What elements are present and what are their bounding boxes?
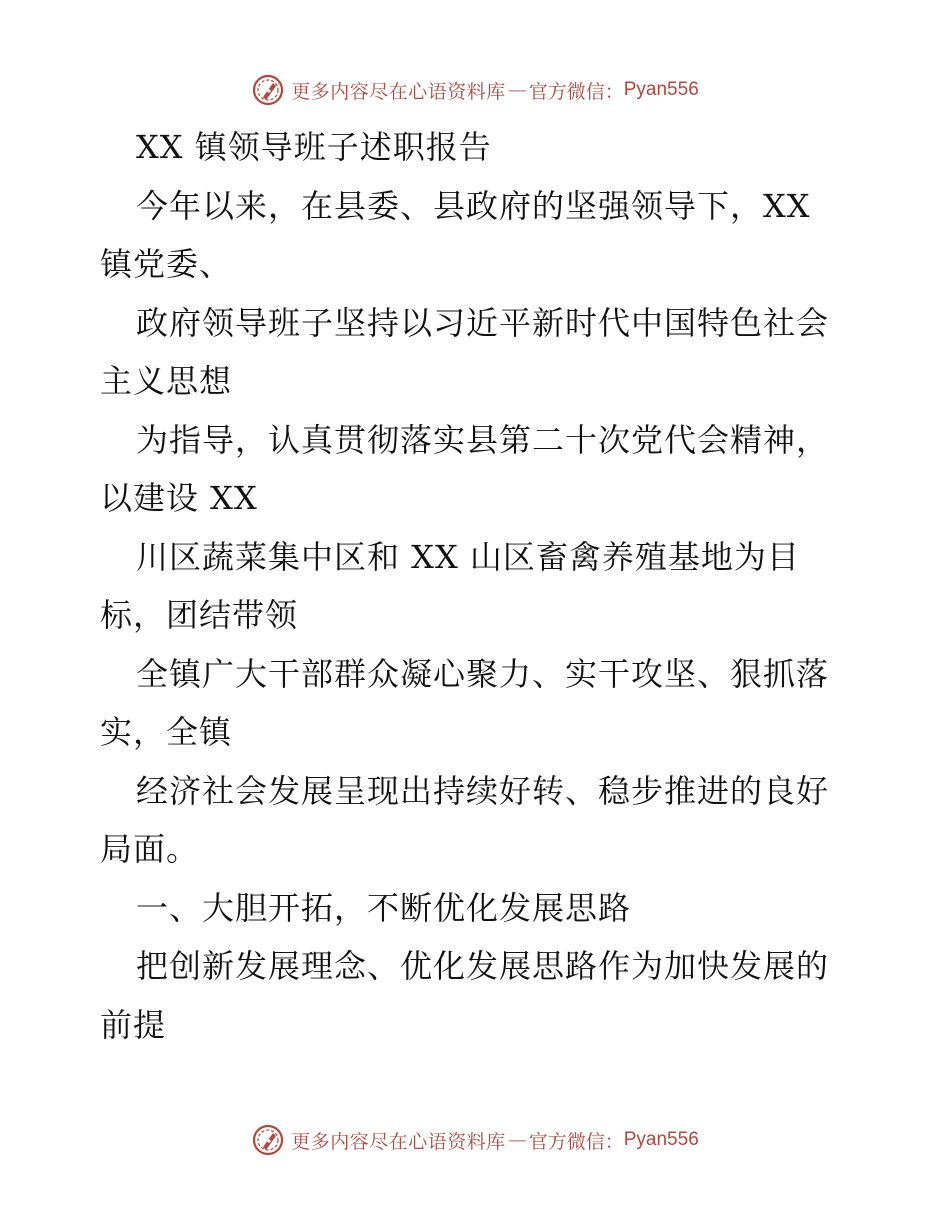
pen-nib-logo-icon (251, 1123, 285, 1157)
paragraph-line: 为指导，认真贯彻落实县第二十次党代会精神， (136, 420, 830, 459)
paragraph-line: 前提 (100, 1005, 167, 1044)
footer-watermark (0, 1120, 950, 1160)
paragraph-line: 主义思想 (100, 362, 233, 400)
paragraph-line: 经济社会发展呈现出持续好转、稳步推进的良好 (136, 771, 830, 810)
paragraph-line: 标，团结带领 (100, 596, 299, 634)
watermark-official-label: 官方微信： (528, 80, 624, 103)
watermark-brand-text: 更多内容尽在心语资料库 (291, 80, 506, 103)
paragraph-line: 今年以来，在县委、县政府的坚强领导下，XX (136, 186, 811, 225)
watermark-dash: — (507, 79, 527, 101)
paragraph-line: 实，全镇 (100, 713, 233, 751)
paragraph-line: 把创新发展理念、优化发展思路作为加快发展的 (136, 947, 830, 985)
paragraph-line: 政府领导班子坚持以习近平新时代中国特色社会 (136, 303, 830, 342)
watermark-wechat-id: Pyan556 (623, 79, 699, 100)
section-heading: 一、大胆开拓，不断优化发展思路 (136, 888, 632, 927)
watermark-brand-text: 更多内容尽在心语资料库 (291, 1130, 506, 1153)
paragraph-line: 镇党委、 (100, 245, 233, 283)
watermark-dash: — (507, 1129, 527, 1151)
paragraph-line: 局面。 (100, 830, 200, 868)
pen-nib-logo-icon (251, 73, 285, 107)
header-watermark (0, 70, 950, 110)
watermark-official-label: 官方微信： (528, 1130, 624, 1153)
document-title: XX 镇领导班子述职报告 (136, 128, 492, 166)
paragraph-line: 以建设 XX (100, 479, 258, 517)
document-body (100, 118, 860, 1054)
paragraph-line: 川区蔬菜集中区和 XX 山区畜禽养殖基地为目 (136, 537, 800, 576)
watermark-wechat-id: Pyan556 (623, 1129, 699, 1150)
paragraph-line: 全镇广大干部群众凝心聚力、实干攻坚、狠抓落 (136, 654, 830, 693)
